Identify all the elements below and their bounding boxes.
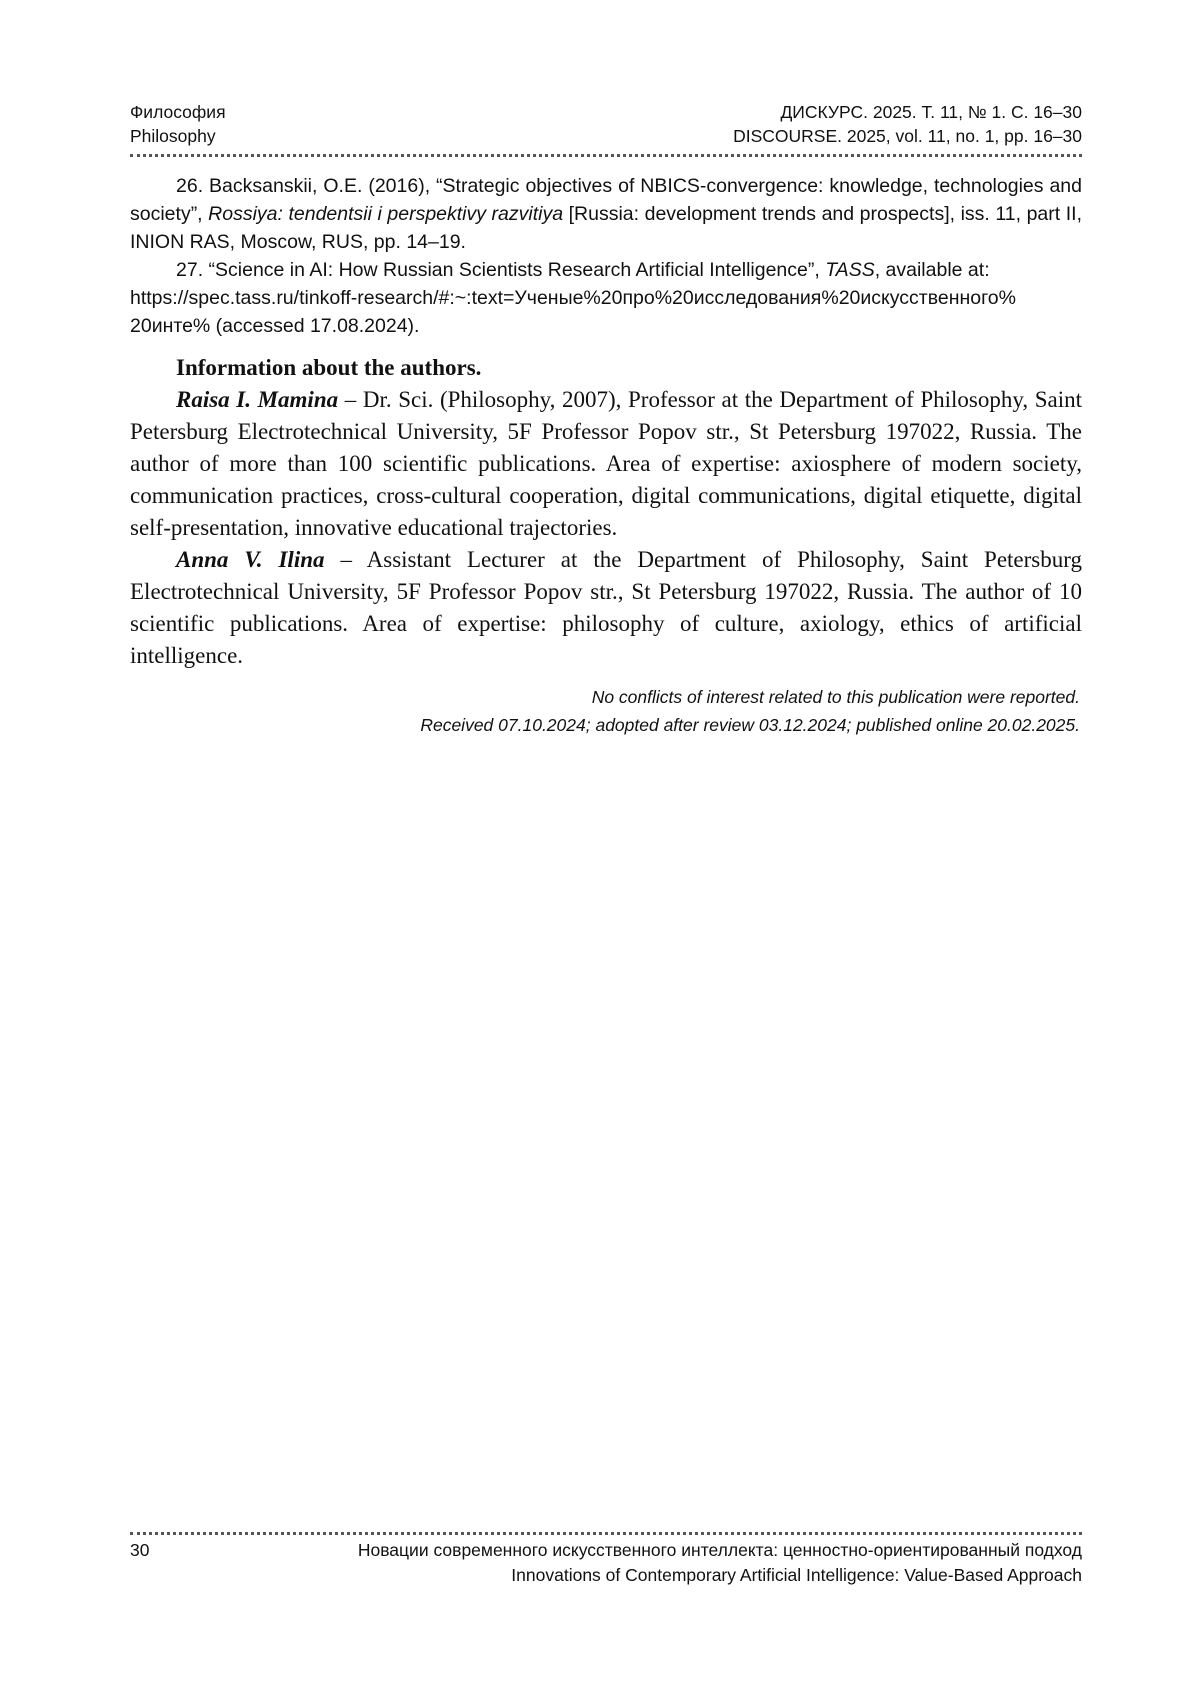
reference-item <box>130 172 1082 256</box>
author-information <box>130 352 1082 672</box>
author-bio <box>130 384 1082 544</box>
journal-citation-en: DISCOURSE. 2025, vol. 11, no. 1, pp. 16–30 <box>733 126 1082 146</box>
publication-dates: Received 07.10.2024; adopted after review 03.12.2024; published online 20.02.2025. <box>420 715 1080 735</box>
header-divider <box>130 154 1082 157</box>
issue-title-en: Innovations of Contemporary Artificial Intelligence: Value-Based Approach <box>511 1565 1082 1585</box>
reference-list <box>130 172 1082 340</box>
reference-text: 27. “Science in AI: How Russian Scientists Research Artificial Intelligence”, <box>176 259 826 281</box>
footer-divider <box>130 1532 1082 1535</box>
header-row-en <box>130 124 1082 148</box>
reference-source-title: Rossiya: tendentsii i perspektivy razvitiya <box>208 203 564 225</box>
header-row-ru <box>130 100 1082 124</box>
running-footer <box>130 1538 1082 1588</box>
section-title-ru: Философия <box>130 102 226 122</box>
page-number: 30 <box>130 1540 150 1560</box>
reference-text: 26. Backsanskii, O.E. (2016), “Strategic objectives of NBICS-convergence: knowledge, technologies and society”, <box>130 175 1082 225</box>
reference-url-continued: 20инте% (accessed 17.08.2024). <box>130 315 420 337</box>
authors-heading: Information about the authors. <box>176 355 482 380</box>
author-name: Anna V. Ilina <box>176 547 325 572</box>
reference-url: https://spec.tass.ru/tinkoff-research/#:~:text=Ученые%20про%20исследования%20искусственного% <box>130 287 1016 309</box>
author-name: Raisa I. Mamina <box>176 387 339 412</box>
author-description: – Assistant Lecturer at the Department of Philosophy, Saint Petersburg Electrotechnical University, 5F Professor Popov str., St Petersburg 197022, Russia. The author of 10 scientific publications. Area of expertise: philosophy of culture, axiology, ethics of artificial intelligence. <box>130 547 1082 668</box>
reference-text: [Russia: development trends and prospects], iss. 11, part II, INION RAS, Moscow, RUS, pp. 14–19. <box>130 203 1082 253</box>
author-description: – Dr. Sci. (Philosophy, 2007), Professor at the Department of Philosophy, Saint Petersburg Electrotechnical University, 5F Professor Popov str., St Petersburg 197022, Russia. The author of more than 100 scientific publications. Area of expertise: axiosphere of modern society, communication practices, cross-cultural cooperation, digital communications, digital etiquette, digital self-presentation, innovative educational trajectories. <box>130 387 1082 540</box>
publication-notes <box>130 683 1080 739</box>
reference-source-title: TASS <box>825 259 875 281</box>
issue-title-ru: Новации современного искусственного интеллекта: ценностно-ориентированный подход <box>357 1540 1082 1560</box>
journal-citation-ru: ДИСКУРС. 2025. Т. 11, № 1. С. 16–30 <box>780 102 1082 122</box>
reference-text: , available at: <box>874 259 990 281</box>
section-title-en: Philosophy <box>130 126 216 146</box>
reference-item <box>130 256 1082 284</box>
conflict-of-interest-note: No conflicts of interest related to this publication were reported. <box>591 687 1080 707</box>
author-bio <box>130 544 1082 672</box>
footer-titles <box>130 1538 1082 1588</box>
running-header <box>130 100 1082 148</box>
